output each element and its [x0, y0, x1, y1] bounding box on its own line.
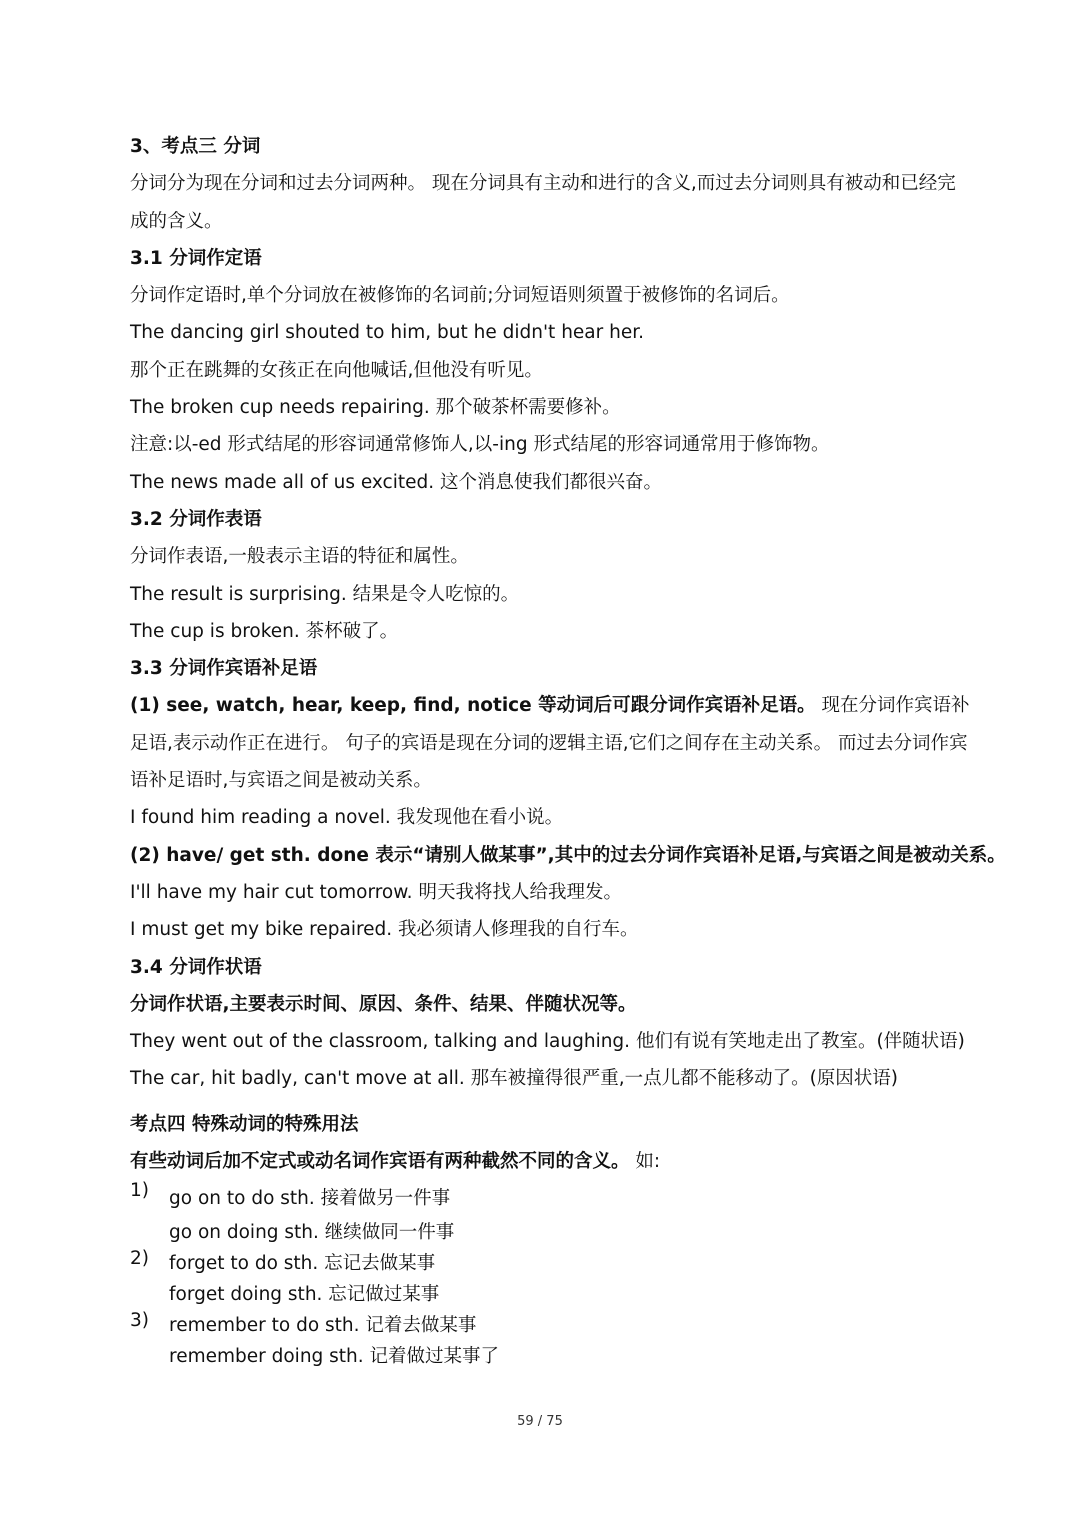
- example-sentence: They went out of the classroom, talking and laughing. 他们有说有笑地走出了教室。(伴随状语): [130, 1031, 965, 1053]
- list-item-number: 3): [130, 1310, 149, 1332]
- example-sentence: The car, hit badly, can't move at all. 那车被撞得很严重,一点儿都不能移动了。(原因状语): [130, 1068, 899, 1090]
- text-line: 分词作定语时,单个分词放在被修饰的名词前;分词短语则须置于被修饰的名词后。: [130, 285, 790, 307]
- special-verbs-intro: [130, 1143, 970, 1180]
- example-sentence: The news made all of us excited. 这个消息使我们都很兴奋。: [130, 471, 662, 493]
- list-item-number: 1): [130, 1180, 149, 1202]
- complement-rule-1-bold: (1) see, watch, hear, keep, find, notice 等动词后可跟分词作宾语补足语。: [130, 695, 816, 717]
- complement-rule-1-text: 现在分词作宾语补足语,表示动作正在进行。 句子的宾语是现在分词的逻辑主语,它们之间存在主动关系。 而过去分词作宾语补足语时,与宾语之间是被动关系。: [130, 695, 970, 792]
- example-sentence: The cup is broken. 茶杯破了。: [130, 620, 399, 642]
- participle-intro: 分词分为现在分词和过去分词两种。 现在分词具有主动和进行的含义,而过去分词则具有被动和已经完成的含义。: [130, 173, 956, 232]
- special-verbs-intro-bold: 有些动词后加不定式或动名词作宾语有两种截然不同的含义。: [130, 1151, 630, 1173]
- complement-rule-2: (2) have/ get sth. done 表示“请别人做某事”,其中的过去分词作宾语补足语,与宾语之间是被动关系。: [130, 844, 1006, 866]
- example-sentence: The broken cup needs repairing. 那个破茶杯需要修补。: [130, 397, 621, 419]
- section-title-participle: 3、考点三 分词: [130, 136, 261, 157]
- note-line: 注意:以-ed 形式结尾的形容词通常修饰人,以-ing 形式结尾的形容词通常用于修饰物。: [130, 434, 830, 456]
- list-item-usage-a: go on to do sth. 接着做另一件事: [169, 1188, 451, 1210]
- list-item-usage-a: forget to do sth. 忘记去做某事: [169, 1253, 436, 1275]
- example-sentence: I must get my bike repaired. 我必须请人修理我的自行车。: [130, 919, 639, 941]
- section-title-special-verbs: 考点四 特殊动词的特殊用法: [130, 1113, 359, 1135]
- list-item-usage-b: forget doing sth. 忘记做过某事: [169, 1284, 440, 1306]
- document-page: [130, 128, 1006, 1372]
- complement-rule-1: [130, 687, 970, 799]
- example-translation: 那个正在跳舞的女孩正在向他喊话,但他没有听见。: [130, 359, 543, 381]
- heading-3-1: 3.1 分词作定语: [130, 247, 262, 269]
- example-sentence: I'll have my hair cut tomorrow. 明天我将找人给我理发。: [130, 881, 622, 903]
- heading-3-2: 3.2 分词作表语: [130, 508, 262, 530]
- example-sentence: The result is surprising. 结果是令人吃惊的。: [130, 583, 520, 605]
- special-verbs-intro-text: 如:: [629, 1151, 661, 1173]
- list-item: [130, 1248, 970, 1310]
- list-item-number: 2): [130, 1248, 149, 1270]
- heading-3-4: 3.4 分词作状语: [130, 956, 262, 978]
- list-item: [130, 1180, 970, 1248]
- example-sentence: The dancing girl shouted to him, but he didn't hear her.: [130, 322, 645, 344]
- text-line: 分词作表语,一般表示主语的特征和属性。: [130, 546, 469, 568]
- heading-3-3: 3.3 分词作宾语补足语: [130, 658, 318, 680]
- list-item-usage-b: remember doing sth. 记着做过某事了: [169, 1346, 500, 1368]
- list-item: [130, 1310, 970, 1372]
- page-number: 59 / 75: [517, 1414, 563, 1429]
- list-item-usage-a: remember to do sth. 记着去做某事: [169, 1315, 477, 1337]
- list-item-usage-b: go on doing sth. 继续做同一件事: [169, 1222, 455, 1244]
- example-sentence: I found him reading a novel. 我发现他在看小说。: [130, 807, 564, 829]
- adverbial-intro: 分词作状语,主要表示时间、原因、条件、结果、伴随状况等。: [130, 993, 637, 1015]
